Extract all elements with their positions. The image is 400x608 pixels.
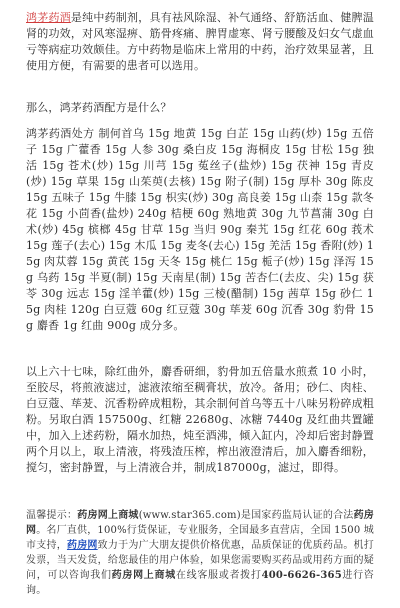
site-name: 药房网上商城 bbox=[77, 510, 139, 521]
notice-prefix: 温馨提示： bbox=[26, 510, 78, 521]
formula-paragraph: 鸿茅药酒处方 制何首乌 15g 地黄 15g 白芷 15g 山药(炒) 15g 五倍子 15g 广藿香 15g 人参 30g 桑白皮 15g 海桐皮 15g 甘松 15g 独活 15g 苍术(炒) 15g 川芎 15g 菟丝子(盐炒) 15g 茯神 15g 青皮(炒) 15g 草果 15g 山茱萸(去核) 15g 附子(制) 15g 厚朴 30g 陈皮 15g 五味子 15g 牛膝 15g 枳实(炒) 30g 高良姜 15g 山柰 15g 款冬花 15g 小茴香(盐炒) 240g 桔梗 60g 熟地黄 30g 九节菖蒲 30g 白术(炒) 45g 槟榔 45g 甘草 15g 当归 90g 秦艽 15g 红花 60g 莪术 15g 莲子(去心) 15g 木瓜 15g 麦冬(去心) 15g 羌活 15g 香附(炒) 15g 肉苁蓉 15g 黄芪 15g 天冬 15g 桃仁 15g 栀子(炒) 15g 泽泻 15g 乌药 15g 半夏(制) 15g 天南星(制) 15g 苦杏仁(去皮、尖) 15g 获苓 30g 远志 15g 淫羊藿(炒) 15g 三棱(醋制) 15g 茜草 15g 砂仁 15g 肉桂 120g 白豆蔻 60g 红豆蔻 30g 荜茇 60g 沉香 30g 豹骨 15g 麝香 1g 红曲 900g 成分多。 bbox=[26, 127, 374, 332]
site-url: (www.star365.com) bbox=[138, 510, 241, 521]
intro-text: 是纯中药制剂，具有祛风除湿、补气通络、舒筋活血、健脾温肾的功效，对风寒湿痹、筋骨疼痛、脾胃虚寒、肾亏腰酸及妇女气虚血亏等病症功效颇佳。方中药物是临床上常用的中药，治疗效果显著，且使用方便，有需要的患者可以选用。 bbox=[26, 11, 374, 72]
product-link[interactable]: 鸿茅药酒 bbox=[26, 11, 71, 24]
method-paragraph: 以上六十七味，除红曲外，麝香研细，豹骨加五倍量水煎煮 10 小时，至胶尽，将煎液滤过，滤液浓缩至稠膏状，放冷。备用；砂仁、肉桂、白豆蔻、荜茇、沉香粉碎成粗粉，其余制何首乌等五十八味另粉碎成粗粉。另取白酒 157500g、红糖 22680g、冰糖 7440g 及红曲共置罐中，加入上述药粉，隔水加热，炖至酒沸，倾入缸内，冷却后密封静置两个月以上，取上清液，将残渣压榨，榨出液澄清后，加入麝香细粉，搅匀，密封静置，与上清液合并，制成187000g，滤过，即得。 bbox=[26, 365, 374, 474]
site-name-2: 药房网上商城 bbox=[111, 570, 176, 581]
phone-number: 400-6626-365 bbox=[261, 570, 342, 581]
notice-paragraph bbox=[26, 508, 374, 598]
notice-part1: 是国家药监局认证的合法 bbox=[240, 510, 354, 521]
notice-part3: 致力于为广大朋友提供价格优惠，品质保证的优质药品。机打发票，当天发货，给您最佳的用户体验，如果您需要购买药品或用药方面的疑问，可以咨询我们 bbox=[26, 540, 374, 581]
question-heading: 那么，鸿茅药酒配方是什么？ bbox=[26, 101, 172, 114]
notice-part5: 进行咨询。 bbox=[26, 570, 374, 596]
intro-paragraph bbox=[26, 10, 374, 74]
notice-part4: 在线客服或者拨打 bbox=[175, 570, 262, 581]
pharmacy-link[interactable]: 药房网 bbox=[66, 540, 98, 551]
notice-part2: 。名厂直供，100%行货保证，专业服务，全国最多直营店，全国 1500 城市支持， bbox=[26, 525, 374, 551]
pharmacy-name: 药房网 bbox=[26, 510, 375, 536]
